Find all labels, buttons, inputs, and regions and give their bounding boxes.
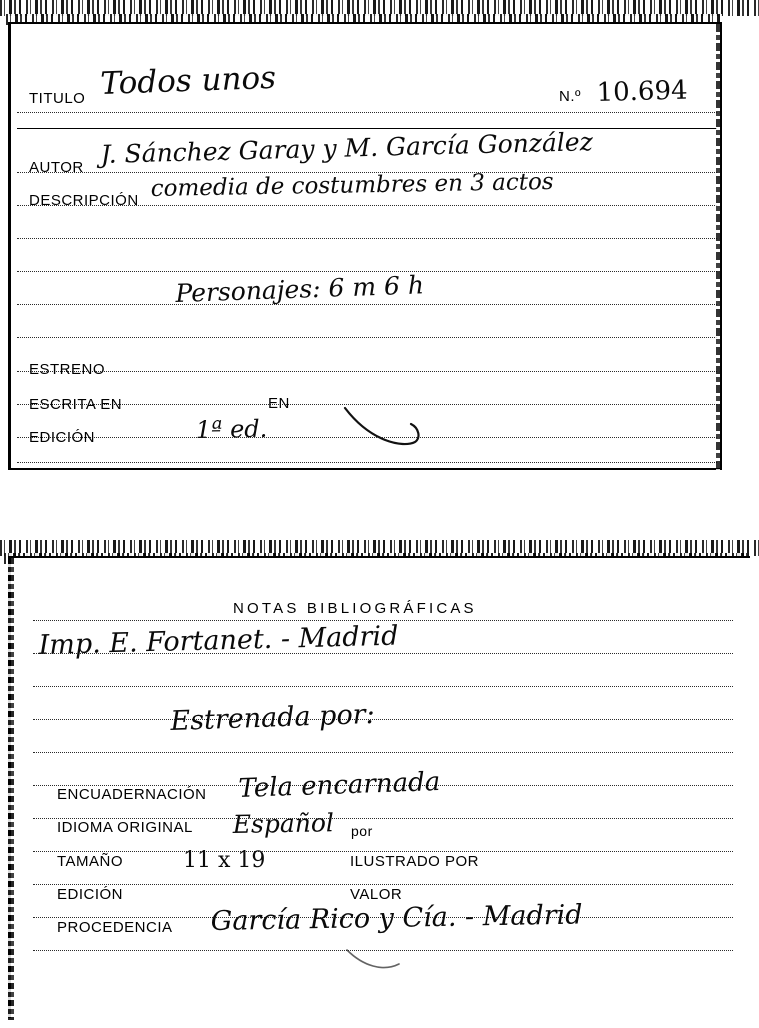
rule-line — [17, 462, 717, 463]
rule-line — [33, 719, 733, 720]
value-autor: J. Sánchez Garay y M. García González — [100, 127, 594, 169]
value-descripcion: comedia de costumbres en 3 actos — [150, 168, 554, 202]
ink-tail — [341, 946, 431, 986]
rule-line — [17, 337, 717, 338]
value-personajes: Personajes: 6 m 6 h — [174, 270, 425, 308]
rule-line — [33, 851, 733, 852]
rule-line — [17, 304, 717, 305]
label-numero: N.º — [559, 88, 581, 105]
rule-line — [33, 752, 733, 753]
value-idioma-original: Español — [232, 808, 335, 839]
rule-line — [17, 238, 717, 239]
catalog-card-back — [8, 556, 750, 1018]
value-tamano: 11 x 19 — [183, 848, 266, 873]
value-numero: 10.694 — [596, 75, 688, 108]
scan-edge-right — [716, 24, 720, 472]
rule-line — [33, 884, 733, 885]
value-estrenada-por: Estrenada por: — [169, 698, 376, 737]
rule-line — [17, 371, 717, 372]
label-titulo: TITULO — [29, 90, 86, 107]
value-edicion: 1ª ed. — [195, 414, 268, 444]
rule-line — [17, 128, 717, 129]
value-encuadernacion: Tela encarnada — [237, 766, 441, 804]
label-valor: VALOR — [350, 886, 403, 903]
label-idioma-original: IDIOMA ORIGINAL — [57, 819, 193, 836]
label-en: EN — [268, 395, 290, 412]
scan-edge-left — [8, 558, 14, 1020]
label-idioma-por: por — [351, 823, 373, 839]
rule-line — [17, 112, 717, 113]
ink-flourish — [341, 402, 431, 462]
value-procedencia: García Rico y Cía. - Madrid — [210, 899, 583, 937]
catalog-card-front — [8, 22, 722, 470]
label-ilustrado-por: ILUSTRADO POR — [350, 853, 480, 870]
value-titulo: Todos unos — [99, 59, 277, 102]
label-escrita-en: ESCRITA EN — [29, 396, 123, 413]
label-tamano: TAMAÑO — [57, 853, 124, 870]
value-imprenta: Imp. E. Fortanet. - Madrid — [38, 620, 399, 661]
label-encuadernacion: ENCUADERNACIÓN — [57, 786, 207, 803]
rule-line — [33, 686, 733, 687]
label-estreno: ESTRENO — [29, 361, 106, 378]
section-title-notas-bibliograficas: NOTAS BIBLIOGRÁFICAS — [233, 600, 477, 617]
label-edicion: EDICIÓN — [29, 429, 96, 446]
label-procedencia: PROCEDENCIA — [57, 919, 173, 936]
label-autor: AUTOR — [29, 159, 84, 176]
label-descripcion: DESCRIPCIÓN — [29, 192, 139, 209]
label-edicion: EDICIÓN — [57, 886, 124, 903]
